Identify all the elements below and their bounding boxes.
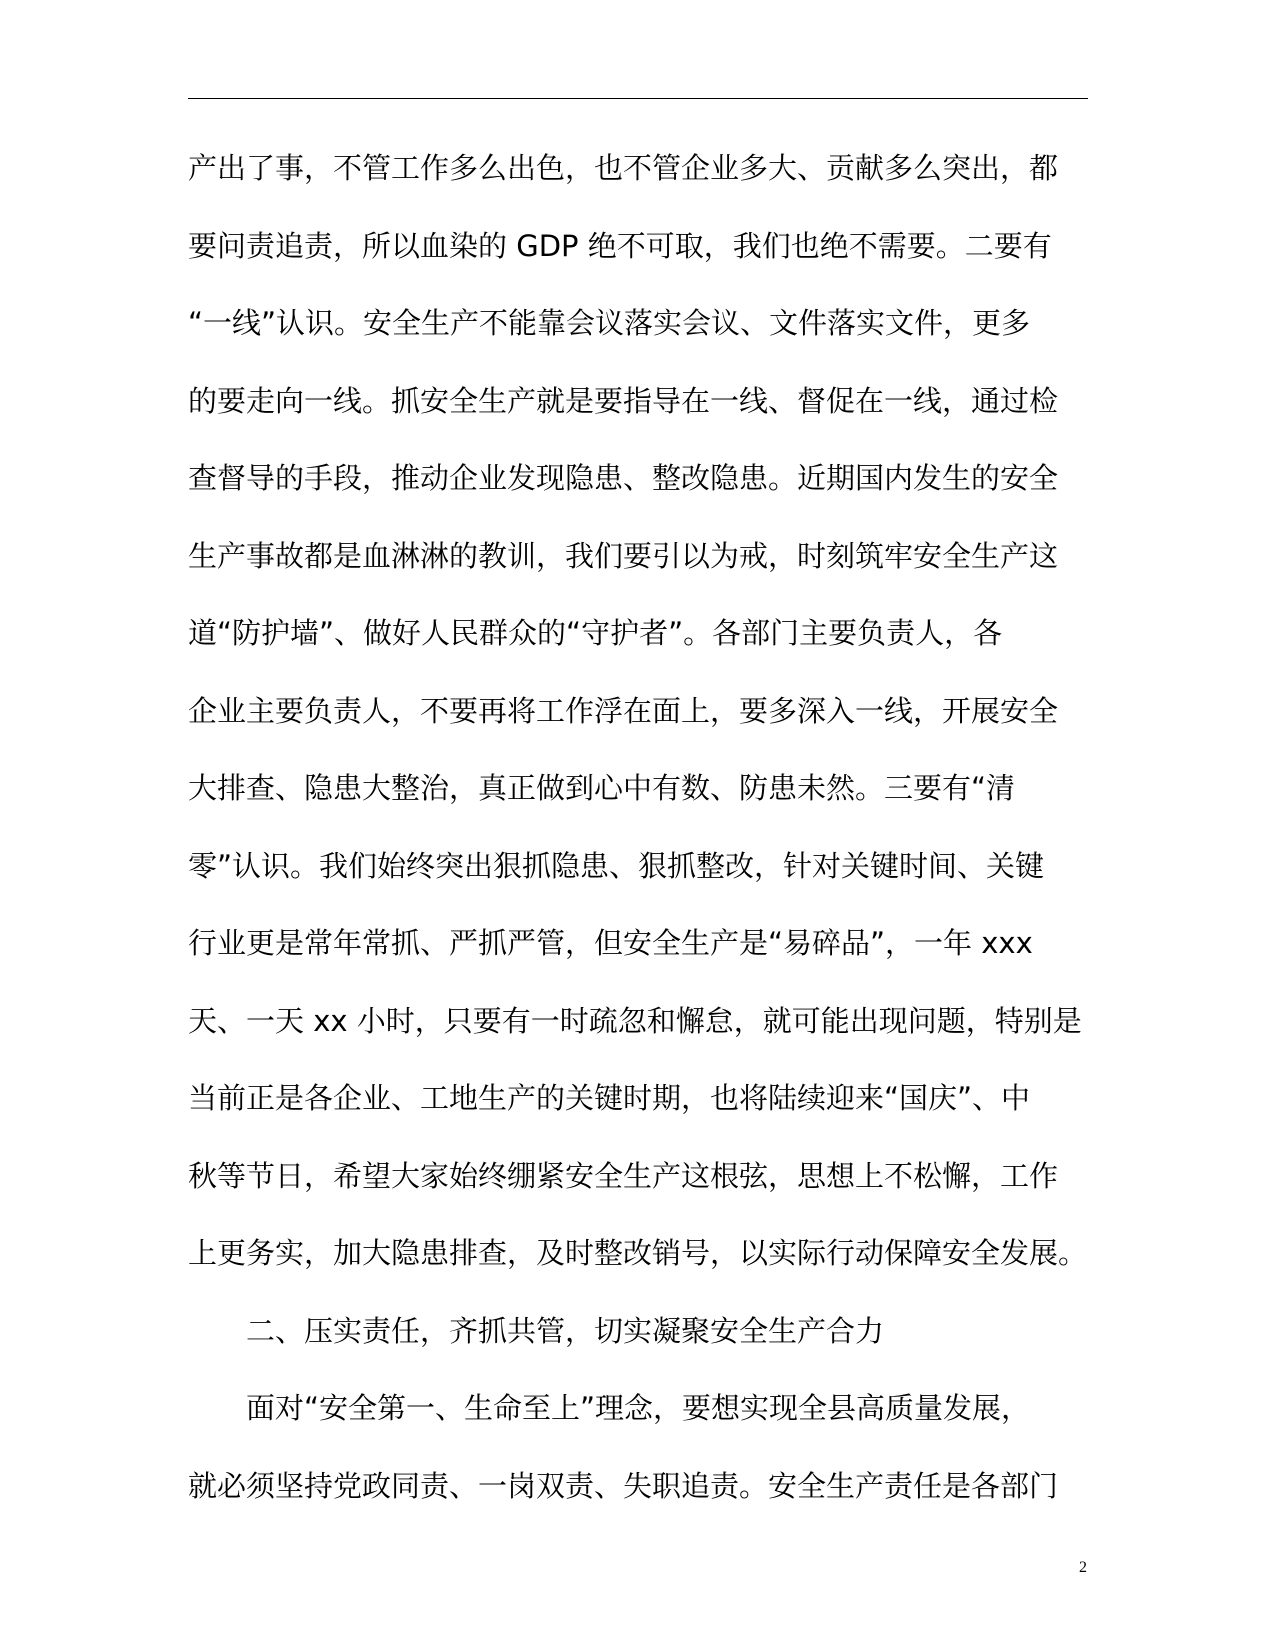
text-line: 生产事故都是血淋淋的教训，我们要引以为戒，时刻筑牢安全生产这 [188, 538, 1059, 573]
page-number: 2 [1079, 1559, 1087, 1576]
text-line: 要问责追责，所以血染的 GDP 绝不可取，我们也绝不需要。二要有 [188, 228, 1052, 263]
text-line: 天、一天 xx 小时，只要有一时疏忽和懈怠，就可能出现问题，特别是 [188, 1003, 1082, 1038]
text-line: 查督导的手段，推动企业发现隐患、整改隐患。近期国内发生的安全 [188, 461, 1059, 495]
document-body [188, 130, 1088, 1525]
text-line: 道“防护墙”、做好人民群众的“守护者”。各部门主要负责人，各 [188, 616, 1003, 650]
paragraph-first-line: 面对“安全第一、生命至上”理念，要想实现全县高质量发展， [246, 1391, 1031, 1425]
text-line: 秋等节日，希望大家始终绷紧安全生产这根弦，思想上不松懈，工作 [188, 1158, 1059, 1193]
text-line: 大排查、隐患大整治，真正做到心中有数、防患未然。三要有“清 [188, 771, 1016, 805]
text-line: 的要走向一线。抓安全生产就是要指导在一线、督促在一线，通过检 [188, 383, 1059, 418]
text-line: “一线”认识。安全生产不能靠会议落实会议、文件落实文件，更多 [188, 306, 1031, 340]
text-line: 行业更是常年常抓、严抓严管，但安全生产是“易碎品”，一年 xxx [188, 926, 1033, 960]
text-line: 企业主要负责人，不要再将工作浮在面上，要多深入一线，开展安全 [188, 693, 1059, 728]
text-line: 当前正是各企业、工地生产的关键时期，也将陆续迎来“国庆”、中 [188, 1081, 1031, 1115]
text-line: 产出了事，不管工作多么出色，也不管企业多大、贡献多么突出，都 [188, 151, 1059, 185]
text-line: 上更务实，加大隐患排查，及时整改销号，以实际行动保障安全发展。 [188, 1236, 1088, 1270]
text-line: 就必须坚持党政同责、一岗双责、失职追责。安全生产责任是各部门 [188, 1468, 1059, 1503]
section-heading: 二、压实责任，齐抓共管，切实凝聚安全生产合力 [246, 1313, 885, 1348]
header-rule [188, 98, 1088, 99]
text-line: 零”认识。我们始终突出狠抓隐患、狠抓整改，针对关键时间、关键 [188, 848, 1045, 883]
